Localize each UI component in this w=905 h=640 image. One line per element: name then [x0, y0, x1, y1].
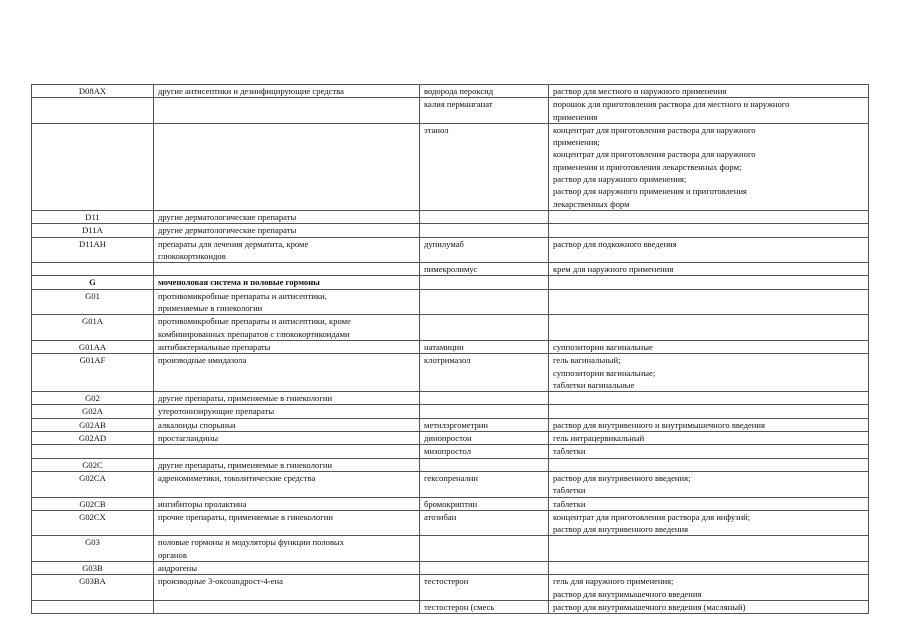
dosage-form-cell — [549, 405, 869, 418]
dosage-form-cell: раствор для местного и наружного применения — [549, 85, 869, 98]
atc-group-cell: препараты для лечения дерматита, кроме глюкокортикоидов — [154, 237, 420, 263]
drug-name-cell: тестостерон (смесь — [420, 600, 549, 613]
atc-group-cell: простагландины — [154, 432, 420, 445]
table-row — [32, 237, 869, 263]
atc-code-cell — [32, 600, 154, 613]
atc-code-cell — [32, 98, 154, 124]
drug-name-cell — [420, 289, 549, 315]
drug-name-cell: гексопреналин — [420, 471, 549, 497]
table-row — [32, 510, 869, 536]
dosage-form-cell: гель вагинальный; суппозитории вагинальные; таблетки вагинальные — [549, 354, 869, 392]
atc-group-cell — [154, 263, 420, 276]
drug-name-cell: водорода пероксид — [420, 85, 549, 98]
dosage-form-cell — [549, 392, 869, 405]
dosage-form-cell — [549, 224, 869, 237]
atc-group-cell — [154, 600, 420, 613]
atc-group-cell: производные имидазола — [154, 354, 420, 392]
dosage-form-cell: раствор для внутривенного и внутримышечного введения — [549, 418, 869, 431]
dosage-form-cell: раствор для подкожного введения — [549, 237, 869, 263]
atc-group-cell: алкалоиды спорыньи — [154, 418, 420, 431]
atc-group-cell: противомикробные препараты и антисептики, применяемые в гинекологии — [154, 289, 420, 315]
dosage-form-cell: гель для наружного применения; раствор для внутримышечного введения — [549, 575, 869, 601]
drug-name-cell: дупилумаб — [420, 237, 549, 263]
drug-name-cell — [420, 405, 549, 418]
atc-group-cell: антибактериальные препараты — [154, 340, 420, 353]
table-row — [32, 98, 869, 124]
dosage-form-cell: раствор для внутримышечного введения (масляный) — [549, 600, 869, 613]
atc-code-cell: D11 — [32, 210, 154, 223]
table-row — [32, 600, 869, 613]
table-row — [32, 123, 869, 210]
atc-group-cell: другие дерматологические препараты — [154, 224, 420, 237]
table-row — [32, 210, 869, 223]
table-row — [32, 85, 869, 98]
dosage-form-cell — [549, 210, 869, 223]
atc-code-cell: G03B — [32, 561, 154, 574]
atc-code-cell: G01AA — [32, 340, 154, 353]
table-row — [32, 418, 869, 431]
atc-group-cell — [154, 445, 420, 458]
table-row — [32, 536, 869, 562]
drug-name-cell — [420, 536, 549, 562]
atc-code-cell: G02CX — [32, 510, 154, 536]
dosage-form-cell — [549, 561, 869, 574]
drug-name-cell: натамицин — [420, 340, 549, 353]
atc-code-cell — [32, 445, 154, 458]
table-row — [32, 392, 869, 405]
atc-code-cell: G03BA — [32, 575, 154, 601]
atc-code-cell: G02 — [32, 392, 154, 405]
drug-name-cell: пимекролимус — [420, 263, 549, 276]
drug-name-cell — [420, 210, 549, 223]
drug-name-cell: тестостерон — [420, 575, 549, 601]
drug-name-cell: мизопростол — [420, 445, 549, 458]
drug-name-cell: бромокриптин — [420, 497, 549, 510]
drug-name-cell: калия перманганат — [420, 98, 549, 124]
dosage-form-cell — [549, 315, 869, 341]
table-row — [32, 445, 869, 458]
atc-group-cell: производные 3-оксоандрост-4-ена — [154, 575, 420, 601]
atc-code-cell: G02AB — [32, 418, 154, 431]
drug-name-cell — [420, 458, 549, 471]
atc-code-cell — [32, 263, 154, 276]
table-row — [32, 497, 869, 510]
atc-group-cell: другие препараты, применяемые в гинекологии — [154, 392, 420, 405]
atc-group-cell: андрогены — [154, 561, 420, 574]
atc-group-cell — [154, 123, 420, 210]
dosage-form-cell: гель интрацервикальный — [549, 432, 869, 445]
drug-name-cell: атозибан — [420, 510, 549, 536]
atc-code-cell: G01 — [32, 289, 154, 315]
atc-code-cell: D11A — [32, 224, 154, 237]
drug-name-cell — [420, 224, 549, 237]
dosage-form-cell — [549, 536, 869, 562]
dosage-form-cell: концентрат для приготовления раствора для наружного применения; концентрат для приготовления раствора для наружного применения и приготовления лекарственных форм; раствор для наружного применения; раствор для наружного применения и приготовления лекарственных форм — [549, 123, 869, 210]
drug-name-cell — [420, 392, 549, 405]
dosage-form-cell — [549, 289, 869, 315]
atc-group-cell: прочие препараты, применяемые в гинекологии — [154, 510, 420, 536]
dosage-form-cell: таблетки — [549, 497, 869, 510]
table-row — [32, 263, 869, 276]
atc-code-cell: D08AX — [32, 85, 154, 98]
table-row — [32, 458, 869, 471]
atc-code-cell: G02A — [32, 405, 154, 418]
table-row — [32, 471, 869, 497]
atc-code-cell: G03 — [32, 536, 154, 562]
dosage-form-cell — [549, 276, 869, 289]
table-row — [32, 315, 869, 341]
table-row — [32, 561, 869, 574]
table-row — [32, 340, 869, 353]
atc-group-cell: адреномиметики, токолитические средства — [154, 471, 420, 497]
dosage-form-cell: концентрат для приготовления раствора для инфузий; раствор для внутривенного введения — [549, 510, 869, 536]
drug-list-table-body — [32, 85, 869, 614]
table-row — [32, 432, 869, 445]
dosage-form-cell: суппозитории вагинальные — [549, 340, 869, 353]
dosage-form-cell: крем для наружного применения — [549, 263, 869, 276]
drug-name-cell: клотримазол — [420, 354, 549, 392]
dosage-form-cell: таблетки — [549, 445, 869, 458]
atc-code-cell — [32, 123, 154, 210]
atc-group-cell: другие препараты, применяемые в гинекологии — [154, 458, 420, 471]
atc-code-cell: D11AH — [32, 237, 154, 263]
table-row — [32, 224, 869, 237]
drug-name-cell — [420, 315, 549, 341]
drug-name-cell — [420, 561, 549, 574]
table-row — [32, 354, 869, 392]
atc-group-cell: утеротонизирующие препараты — [154, 405, 420, 418]
table-row — [32, 405, 869, 418]
table-row — [32, 276, 869, 289]
atc-group-cell: другие дерматологические препараты — [154, 210, 420, 223]
drug-name-cell: метилэргометрин — [420, 418, 549, 431]
atc-group-cell: другие антисептики и дезинфицирующие средства — [154, 85, 420, 98]
atc-group-cell: ингибиторы пролактина — [154, 497, 420, 510]
atc-group-cell — [154, 98, 420, 124]
table-row — [32, 575, 869, 601]
drug-name-cell: динопростон — [420, 432, 549, 445]
drug-name-cell — [420, 276, 549, 289]
atc-code-cell: G02CB — [32, 497, 154, 510]
atc-group-cell: половые гормоны и модуляторы функции половых органов — [154, 536, 420, 562]
atc-code-cell: G01AF — [32, 354, 154, 392]
atc-code-cell: G02CA — [32, 471, 154, 497]
dosage-form-cell — [549, 458, 869, 471]
atc-code-cell: G01A — [32, 315, 154, 341]
atc-group-cell: мочеполовая система и половые гормоны — [154, 276, 420, 289]
drug-list-table — [31, 84, 869, 614]
atc-group-cell: противомикробные препараты и антисептики, кроме комбинированных препаратов с глюкокортикоидами — [154, 315, 420, 341]
atc-code-cell: G — [32, 276, 154, 289]
atc-code-cell: G02C — [32, 458, 154, 471]
drug-name-cell: этанол — [420, 123, 549, 210]
atc-code-cell: G02AD — [32, 432, 154, 445]
dosage-form-cell: раствор для внутривенного введения; таблетки — [549, 471, 869, 497]
table-row — [32, 289, 869, 315]
dosage-form-cell: порошок для приготовления раствора для местного и наружного применения — [549, 98, 869, 124]
